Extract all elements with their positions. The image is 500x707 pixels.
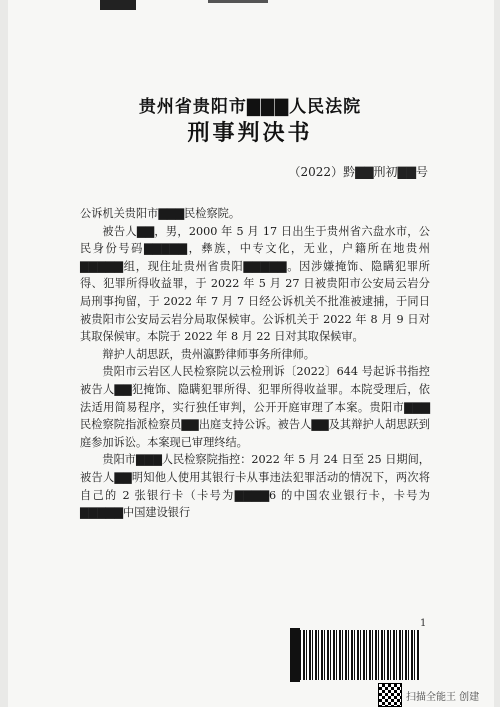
paragraph: 被告人▇▇，男，2000 年 5 月 17 日出生于贵州省六盘水市，公民身份号码▇▇▇▇▇，彝族，中专文化，无业，户籍所在地贵州▇▇▇▇▇组，现住址贵州省贵阳▇▇▇▇▇。因涉嫌掩饰、隐瞒犯罪所得、犯罪所得收益罪，于 2022 年 5 月 27 日被贵阳市公安局云岩分局刑事拘留，于 2022 年 7 月 7 日经公诉机关不批准被逮捕，于同日被贵阳市公安局云岩分局取保候审。公诉机关于 2022 年 8 月 9 日对其取保候审。本院于 2022 年 8 月 22 日对其取保候审。	[80, 224, 430, 344]
paragraph: 贵阳市云岩区人民检察院以云检刑诉〔2022〕644 号起诉书指控被告人▇▇犯掩饰、隐瞒犯罪所得、犯罪所得收益罪。本院受理后，依法适用简易程序，实行独任审判，公开开庭审理了本案。贵阳市▇▇▇民检察院指派检察员▇▇出庭支持公诉。被告人▇▇及其辩护人胡思跃到庭参加诉讼。本案现已审理终结。	[80, 365, 430, 449]
barcode-edge	[290, 628, 300, 682]
page-number: 1	[420, 618, 427, 629]
paragraph: 辩护人胡思跃，贵州瀛黔律师事务所律师。	[102, 347, 315, 361]
barcode	[300, 630, 420, 680]
scanner-watermark	[378, 683, 479, 707]
paragraph: 公诉机关贵阳市▇▇▇民检察院。	[80, 207, 241, 220]
judgment-body	[80, 205, 430, 522]
scan-artifact	[100, 0, 136, 10]
document-title: 刑事判决书	[187, 120, 313, 146]
case-number: （2022）黔▇▇刑初▇▇号	[288, 165, 428, 179]
court-name: 贵州省贵阳市▇▇▇人民法院	[138, 97, 362, 117]
qr-code-icon	[378, 683, 402, 707]
scanner-app-name: 扫描全能王 创建	[406, 691, 480, 703]
paragraph: 贵阳市▇▇▇人民检察院指控：2022 年 5 月 24 日至 25 日期间，被告人▇▇明知他人使用其银行卡从事违法犯罪活动的情况下，两次将自己的 2 张银行卡（卡号为▇▇▇▇6 的中国农业银行卡，卡号为▇▇▇▇▇中国建设银行	[80, 453, 430, 520]
scan-artifact	[208, 0, 268, 3]
